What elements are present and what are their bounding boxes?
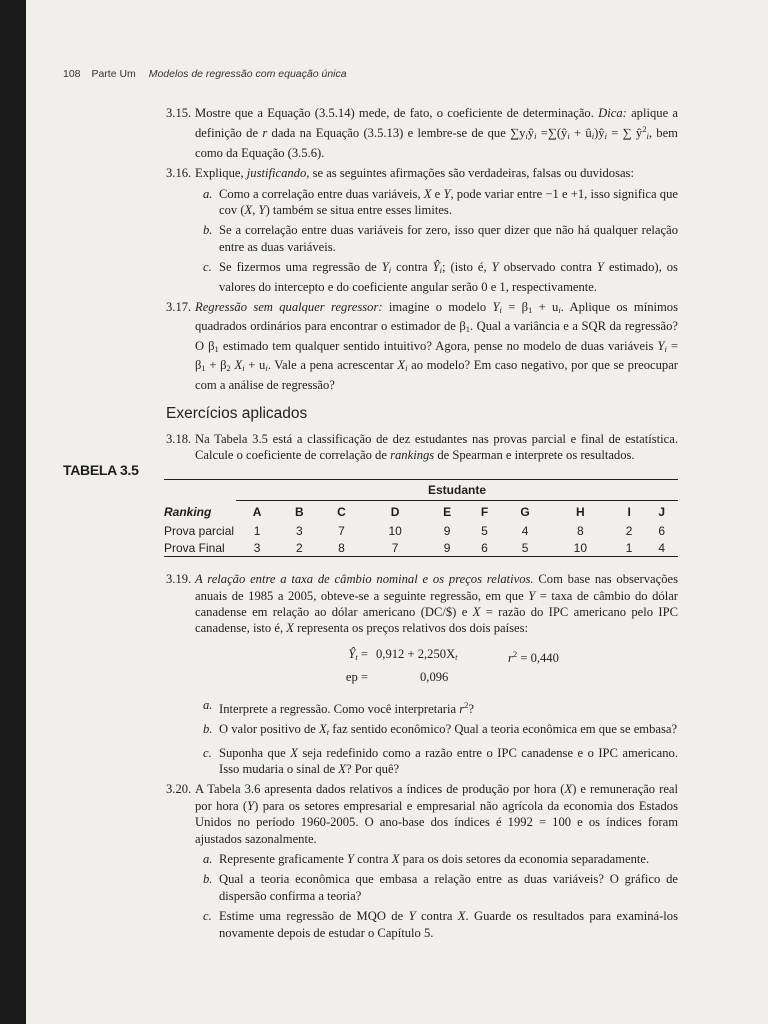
exercise-number: 3.16. bbox=[166, 166, 192, 181]
row-label: Prova Final bbox=[164, 540, 236, 557]
equation-lhs: ep = bbox=[345, 669, 368, 684]
text: ; (isto é, bbox=[442, 260, 487, 275]
exercise-title: A relação entre a taxa de câmbio nominal e os preços relativos. bbox=[195, 572, 534, 587]
text: e bbox=[434, 186, 441, 201]
text: A Tabela 3.6 apresenta dados relativos a índices de produção por hora ( bbox=[195, 782, 565, 797]
text: = 0,440 bbox=[520, 650, 559, 665]
math-var: X bbox=[564, 782, 573, 797]
text-italic: rankings bbox=[390, 447, 435, 462]
math-var: Y bbox=[346, 852, 354, 866]
superscript: 2 bbox=[642, 124, 647, 135]
subscript: i bbox=[591, 131, 595, 142]
text: aplique a definição de bbox=[195, 106, 679, 141]
text: Se fizermos uma regressão de bbox=[219, 260, 377, 275]
table-cell: 9 bbox=[443, 524, 451, 539]
table-cell: 2 bbox=[278, 540, 320, 557]
math-var: X bbox=[338, 761, 346, 776]
text: = β bbox=[508, 300, 529, 315]
exercise-3-20 bbox=[166, 781, 678, 941]
text: ) também se situa entre esses limites. bbox=[265, 203, 452, 218]
math-var: Ŷ bbox=[348, 646, 356, 661]
math-var: X bbox=[234, 358, 243, 373]
item-letter: b. bbox=[203, 223, 213, 238]
text: Como a correlação entre duas variáveis, bbox=[219, 186, 421, 201]
text: estimado tem qualquer sentido intuitivo? Agora, pense no modelo de duas variáveis bbox=[222, 338, 654, 353]
text: Qual a teoria econômica que embasa a relação entre as duas variáveis? O gráfico de dispersão confirma a teoria? bbox=[219, 872, 678, 903]
column-header: J bbox=[658, 505, 666, 520]
text: dada na Equação (3.5.13) e lembre-se de que ∑y bbox=[271, 126, 526, 141]
standard-error: 0,096 bbox=[420, 669, 449, 684]
subscript: 2 bbox=[226, 363, 231, 374]
text: contra bbox=[357, 852, 389, 866]
text: estimado), os valores do intercepto e do coeficiente angular serão 0 e 1, respectivamente. bbox=[219, 260, 678, 294]
math-var: Y bbox=[258, 203, 266, 218]
table-header-row bbox=[164, 501, 678, 524]
text: + β bbox=[209, 358, 227, 373]
text: Mostre que a Equação (3.5.14) mede, de fato, o coeficiente de determinação. bbox=[195, 106, 594, 120]
text: , bbox=[252, 203, 256, 218]
subscript: i bbox=[604, 131, 607, 142]
subscript: t bbox=[455, 651, 458, 662]
text: representa os preços relativos dos dois países: bbox=[297, 621, 528, 636]
table-cell: 10 bbox=[548, 540, 613, 557]
math-var: Ŷ bbox=[432, 260, 440, 275]
table-cell: 8 bbox=[576, 524, 584, 539]
item-a bbox=[195, 851, 678, 867]
exercise-number: 3.18. bbox=[166, 431, 192, 446]
part-label: Parte Um bbox=[91, 68, 136, 80]
text: . Qual a variância e a SQR da regressão? O β bbox=[195, 319, 678, 353]
table-cell: 1 bbox=[253, 524, 261, 539]
table-cell: 9 bbox=[428, 540, 467, 557]
exercise-title: Regressão sem qualquer regressor: bbox=[195, 300, 383, 315]
exercise-3-19 bbox=[166, 571, 678, 777]
table-cell: 3 bbox=[236, 540, 278, 557]
item-letter: b. bbox=[203, 722, 213, 737]
math-var: Y bbox=[491, 260, 499, 275]
item-letter: c. bbox=[203, 260, 212, 275]
text: ? bbox=[468, 701, 474, 716]
subscript: i bbox=[646, 131, 649, 142]
text: Suponha que bbox=[219, 745, 286, 760]
math-var: X bbox=[319, 722, 327, 737]
exercise-number: 3.19. bbox=[166, 572, 192, 587]
subscript: i bbox=[534, 131, 537, 142]
math-var: r bbox=[508, 650, 513, 665]
chapter-title: Modelos de regressão com equação única bbox=[148, 68, 347, 80]
exercise-3-16 bbox=[166, 165, 678, 295]
item-b bbox=[195, 721, 678, 740]
subscript: i bbox=[525, 131, 528, 142]
table-cell: 7 bbox=[363, 540, 428, 557]
math-var: Y bbox=[492, 300, 500, 315]
table-cell: 4 bbox=[521, 524, 529, 539]
text: , bbox=[648, 126, 652, 141]
subscript: i bbox=[439, 265, 443, 276]
exercise-3-17 bbox=[166, 299, 678, 393]
text: . Aplique os mínimos quadrados ordinários para encontrar o estimador de β bbox=[195, 300, 678, 334]
table-row bbox=[164, 523, 678, 539]
subscript: i bbox=[388, 265, 392, 276]
subscript: t bbox=[326, 727, 330, 738]
page-body bbox=[166, 105, 678, 945]
subscript: 1 bbox=[201, 363, 206, 374]
table-cell: 3 bbox=[295, 524, 303, 539]
table-group-row bbox=[164, 480, 678, 501]
text: . Vale a pena acrescentar bbox=[267, 358, 394, 373]
math-var: X bbox=[290, 745, 298, 760]
text: ) para os setores empresarial e empresarial não agrícola da economia dos Estados Unidos no período 1960-2005. O ano-base dos índices é 1992 = 100 e os índices foram ajustados sazonalmente. bbox=[195, 798, 679, 846]
section-title: Exercícios aplicados bbox=[166, 405, 308, 423]
book-spine bbox=[0, 0, 26, 1024]
exercise-3-15 bbox=[166, 105, 678, 161]
exercise-3-18 bbox=[166, 431, 678, 464]
item-letter: a. bbox=[203, 186, 213, 201]
text: = razão do IPC americano pelo IPC canadense, isto é, bbox=[195, 604, 678, 636]
math-var: X bbox=[286, 621, 294, 636]
text: Interprete a regressão. Como você interpretaria bbox=[219, 701, 457, 716]
text: 0,912 + 2,250X bbox=[376, 646, 456, 661]
equation-lhs bbox=[330, 645, 376, 668]
text: = ∑ ŷ bbox=[611, 126, 643, 141]
text: + u bbox=[538, 300, 559, 315]
text: imagine o modelo bbox=[388, 300, 487, 315]
math-var: X bbox=[391, 852, 400, 866]
exercise-number: 3.15. bbox=[166, 106, 192, 120]
math-var: Y bbox=[408, 909, 416, 924]
text: Explique, bbox=[195, 166, 244, 181]
table-cell: 7 bbox=[338, 524, 345, 539]
subscript: 1 bbox=[528, 305, 533, 316]
item-letter: a. bbox=[203, 852, 213, 866]
text: para os dois setores da economia separadamente. bbox=[402, 852, 650, 866]
math-var: Y bbox=[443, 186, 451, 201]
row-header: Ranking bbox=[164, 504, 212, 519]
subscript: i bbox=[558, 305, 561, 316]
math-var: r bbox=[262, 126, 268, 141]
text: = taxa de câmbio do dólar canadense em relação ao dólar americano (DC/$) e bbox=[195, 588, 678, 619]
subscript: i bbox=[499, 305, 502, 316]
table-3-5 bbox=[164, 479, 678, 557]
text: O valor positivo de bbox=[219, 722, 316, 737]
column-header: I bbox=[627, 505, 631, 520]
column-header: E bbox=[443, 505, 452, 520]
table-cell: 5 bbox=[481, 524, 488, 539]
column-header: G bbox=[520, 505, 530, 520]
table-cell: 6 bbox=[467, 540, 503, 557]
superscript: 2 bbox=[464, 699, 469, 710]
item-c bbox=[195, 259, 678, 295]
subscript: 1 bbox=[214, 343, 219, 354]
item-b bbox=[195, 222, 678, 255]
item-letter: c. bbox=[203, 909, 212, 924]
text: + u bbox=[248, 358, 266, 373]
text: contra bbox=[420, 909, 453, 924]
subscript: i bbox=[242, 363, 245, 374]
row-label: Prova parcial bbox=[164, 524, 235, 539]
math-var: X bbox=[244, 203, 253, 218]
table-cell: 8 bbox=[320, 540, 362, 557]
math-var: r bbox=[459, 701, 465, 716]
page-number: 108 bbox=[63, 68, 81, 80]
table-cell: 6 bbox=[658, 524, 666, 539]
equation-line bbox=[330, 645, 678, 668]
text: observado contra bbox=[503, 260, 592, 275]
text-italic: justificando bbox=[246, 166, 307, 181]
text: =∑(ŷ bbox=[540, 126, 568, 141]
table-cell: 5 bbox=[502, 540, 547, 557]
item-b bbox=[195, 871, 678, 904]
text: Na Tabela 3.5 está a classificação de dez estudantes nas provas parcial e final de estatística. Calcule o coeficiente de correlação de bbox=[195, 431, 678, 462]
math-var: X bbox=[457, 909, 466, 924]
table-label: TABELA 3.5 bbox=[63, 462, 139, 478]
text: . Guarde os resultados para examiná-los novamente depois de estudar o Capítulo 5. bbox=[219, 909, 679, 940]
text: + û bbox=[573, 126, 592, 141]
text: , pode variar entre −1 e +1, isso significa que cov ( bbox=[219, 186, 678, 218]
column-header: H bbox=[576, 505, 585, 520]
text: = bbox=[360, 646, 368, 661]
item-c bbox=[195, 745, 678, 778]
item-a bbox=[195, 697, 678, 717]
math-var: X bbox=[472, 604, 481, 619]
equation-rhs bbox=[376, 645, 486, 668]
text: Se a correlação entre duas variáveis for zero, isso quer dizer que não há qualquer relação entre as duas variáveis. bbox=[219, 223, 678, 254]
math-var: Y bbox=[247, 798, 255, 813]
text: ? Por quê? bbox=[345, 761, 400, 776]
subscript: t bbox=[355, 651, 358, 662]
math-var: X bbox=[397, 358, 406, 373]
text: )ŷ bbox=[594, 126, 605, 141]
text: bem como da Equação (3.5.6). bbox=[195, 126, 678, 160]
column-header: F bbox=[480, 505, 489, 520]
column-header: D bbox=[390, 505, 400, 520]
text: Estime uma regressão de MQO de bbox=[219, 909, 404, 924]
text: seja redefinido como a razão entre o IPC canadense e o IPC americano. Isso mudaria o sinal de bbox=[219, 745, 678, 776]
hint-label: Dica: bbox=[598, 106, 627, 120]
math-var: Y bbox=[381, 260, 389, 275]
text: Com base nas observações anuais de 1985 a 2005, obteve-se a seguinte regressão, em que bbox=[195, 572, 678, 603]
subscript: i bbox=[567, 131, 570, 142]
group-header: Estudante bbox=[236, 480, 678, 501]
text: contra bbox=[396, 260, 428, 275]
r-squared bbox=[508, 645, 559, 668]
superscript: 2 bbox=[512, 648, 518, 659]
item-letter: b. bbox=[203, 872, 213, 887]
math-var: Y bbox=[528, 588, 536, 603]
regression-equation bbox=[330, 645, 678, 687]
text: , se as seguintes afirmações são verdadeiras, falsas ou duvidosas: bbox=[306, 166, 634, 181]
item-c bbox=[195, 908, 678, 941]
table-cell: 10 bbox=[388, 524, 402, 539]
table-cell: 2 bbox=[625, 524, 633, 539]
column-header: A bbox=[252, 505, 262, 520]
item-letter: a. bbox=[203, 697, 213, 712]
item-letter: c. bbox=[203, 745, 212, 760]
text: ŷ bbox=[527, 126, 535, 141]
text: de Spearman e interprete os resultados. bbox=[437, 447, 635, 462]
ranking-table bbox=[164, 479, 678, 557]
column-header: C bbox=[337, 505, 346, 520]
subscript: 1 bbox=[465, 324, 470, 335]
table-row bbox=[164, 540, 678, 557]
text: ) e remuneração real por hora ( bbox=[195, 782, 678, 813]
subscript: i bbox=[664, 343, 667, 354]
table-cell: 1 bbox=[613, 540, 646, 557]
subscript: i bbox=[405, 363, 408, 374]
equation-line bbox=[330, 668, 678, 687]
text: faz sentido econômico? Qual a teoria econômica em que se embasa? bbox=[332, 722, 678, 737]
exercise-number: 3.20. bbox=[166, 782, 192, 797]
text: Represente graficamente bbox=[219, 852, 344, 866]
table-cell: 4 bbox=[645, 540, 678, 557]
math-var: X bbox=[423, 186, 432, 201]
column-header: B bbox=[294, 505, 304, 520]
running-header bbox=[63, 68, 347, 80]
text: = β bbox=[195, 338, 679, 373]
subscript: i bbox=[265, 363, 268, 374]
text: ao modelo? Em caso negativo, por que se preocupar com a análise de regressão? bbox=[195, 358, 678, 392]
exercise-number: 3.17. bbox=[166, 300, 192, 315]
table-cell-empty bbox=[164, 480, 236, 501]
item-a bbox=[195, 186, 678, 219]
math-var: Y bbox=[596, 260, 604, 275]
math-var: Y bbox=[657, 338, 665, 353]
